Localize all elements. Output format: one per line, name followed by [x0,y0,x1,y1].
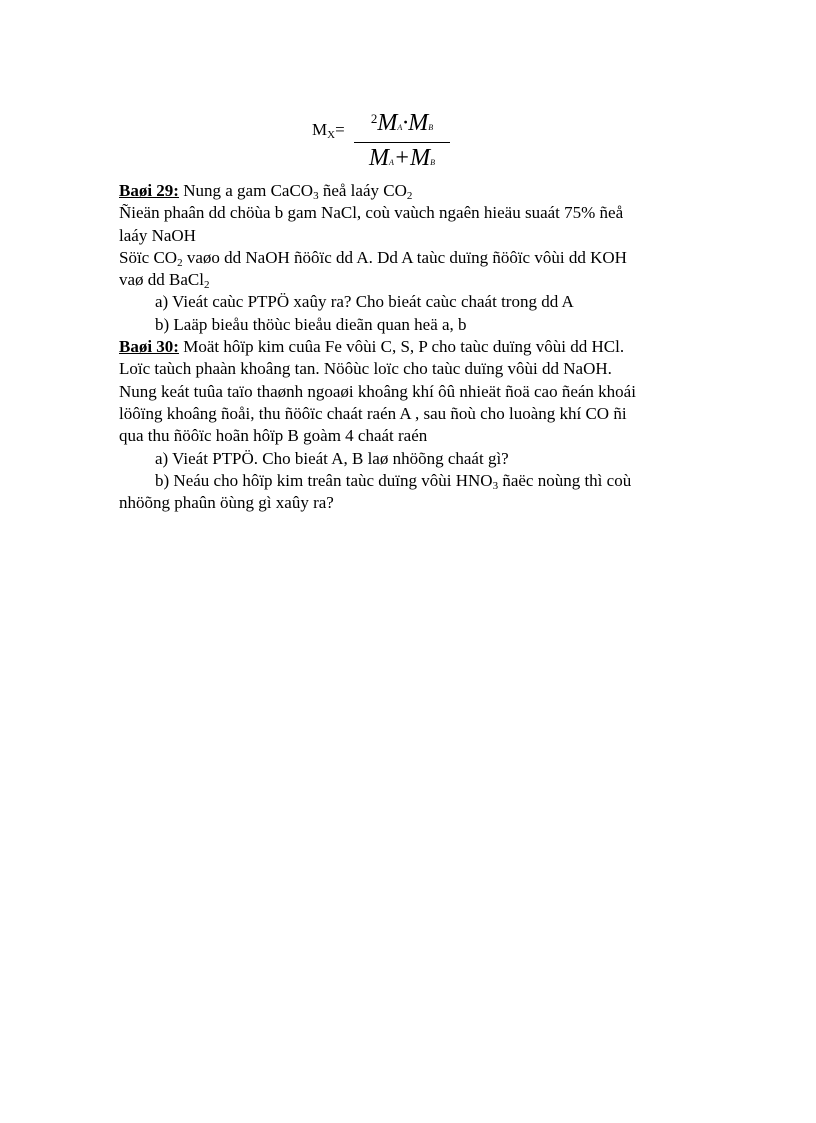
formula-lhs [312,120,345,140]
bai30-qb1a: b) Neáu cho hôïp kim treân taùc duïng vôùi HNO [155,470,493,490]
bai30-l1: Moät hôïp kim cuûa Fe vôùi C, S, P cho taùc duïng vôùi dd HCl. [178,337,625,357]
bai29-l5a: vaø dd BaCl [119,270,204,290]
bai29-line-2: Ñieän phaân dd chöùa b gam NaCl, coù vaùch ngaên hieäu suaát 75% ñeå [119,203,624,223]
bai29-line-1 [119,180,699,202]
bai29-heading: Baøi 29: [119,181,179,200]
formula-equals: = [335,120,345,139]
bai30-line-3: Nung keát tuûa taïo thaønh ngoaøi khoâng khí ôû nhieät ñoä cao ñeán khoái [119,381,636,401]
formula-numerator [354,106,450,141]
formula-fraction [354,106,450,176]
bai29-line-3: laáy NaOH [119,225,196,245]
bai29-l1d: 2 [406,190,413,202]
formula-denominator [354,145,450,176]
bai29-question-b: b) Laäp bieåu thöùc bieåu dieãn quan heä a, b [155,314,467,334]
bai29-question-a: a) Vieát caùc PTPÖ xaûy ra? Cho bieát caùc chaát trong dd A [155,292,574,312]
bai30-line-5: qua thu ñöôïc hoãn hôïp B goàm 4 chaát raén [119,426,428,446]
bai29-line-4 [119,247,699,269]
formula-num-b: M [408,110,429,136]
bai29-l1a: Nung a gam CaCO [178,181,314,200]
bai30-question-b-line-1 [119,470,699,492]
formula-num-a: M [377,110,398,136]
formula-den-b: M [410,145,431,171]
formula-num-a-sub: A [397,123,403,132]
bai30-heading: Baøi 30: [119,337,179,357]
formula-lhs-subscript: X [327,129,336,141]
bai29-l4c: vaøo dd NaOH ñöôïc dd A. Dd A taùc duïng ñöôïc vôùi dd KOH [182,247,627,267]
bai29-l1c: ñeå laáy CO [318,181,407,200]
formula-den-b-sub: B [430,158,435,167]
formula-num-b-sub: B [428,123,434,132]
formula-den-a: M [369,145,389,171]
exercise-content [119,180,699,514]
bai30-question-b-line-2: nhöõng phaûn öùng gì xaûy ra? [119,493,334,513]
bai30-question-a: a) Vieát PTPÖ. Cho bieát A, B laø nhöõng chaát gì? [155,448,509,468]
formula-coefficient: 2 [370,111,378,126]
fraction-bar [354,142,450,143]
bai30-line-4: löôïng khoâng ñoåi, thu ñöôïc chaát raén A , sau ñoù cho luoàng khí CO ñi [119,403,627,423]
formula-lhs-symbol: M [312,120,328,139]
formula-den-a-sub: A [389,158,394,167]
bai29-l4a: Söïc CO [119,247,178,267]
formula-dot: · [402,110,409,136]
bai29-l1b: 3 [313,190,319,202]
bai30-qb1b: 3 [492,479,499,492]
bai29-line-5 [119,269,699,291]
bai30-qb1c: ñaëc noùng thì coù [498,470,632,490]
bai30-line-1 [119,336,699,358]
bai29-l5b: 2 [204,279,210,292]
bai30-line-2: Loïc taùch phaàn khoâng tan. Nöôùc loïc cho taùc duïng vôùi dd NaOH. [119,359,612,379]
bai29-l4b: 2 [177,256,183,269]
formula-plus: + [393,145,411,171]
